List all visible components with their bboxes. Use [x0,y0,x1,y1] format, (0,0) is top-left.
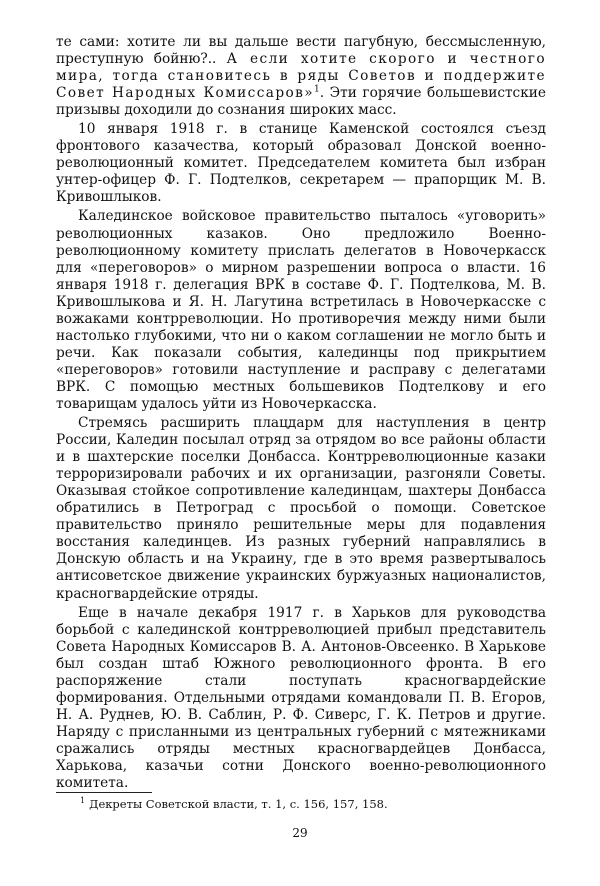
page-number: 29 [292,826,308,840]
footnote-divider [56,792,152,793]
footnote-reference[interactable]: 1 [314,84,320,95]
page-body [56,34,546,794]
footnote [80,797,546,812]
footnote-marker: 1 [80,796,86,806]
paragraph-1-text-end: . Эти горячие большевистские призывы доходили до сознания широких масс. [56,85,546,119]
footnote-text: Декреты Советской власти, т. 1, с. 156, 157, 158. [89,797,388,811]
paragraph-3: Калединское войсковое правительство пыталось «уговорить» революционных казаков. Оно предложило Военно-революционному комитету прислать делегатов в Новочеркасск для «переговоров» о мирном разрешении вопроса о власти. 16 января 1918 г. делегация ВРК в составе Ф. Г. Подтелкова, М. В. Кривошлыкова и Я. Н. Лагутина встретилась в Новочеркасске с вожаками контрреволюции. Но противоречия между ними были настолько глубокими, что ни о каком соглашении не могло быть и речи. Как показали события, калединцы под прикрытием «переговоров» готовили наступление и расправу с делегатами ВРК. С помощью местных большевиков Подтелкову и его товарищам удалось уйти из Новочеркасска. [56,208,546,412]
paragraph-1-spaced-quote: А если хотите скорого и честного мира, тогда становитесь в ряды Советов и поддержите Совет Народных Комиссаров» [56,51,546,102]
paragraph-5: Еще в начале декабря 1917 г. в Харьков для руководства борьбой с калединской контрреволюцией прибыл представитель Совета Народных Комиссаров В. А. Антонов-Овсеенко. В Харькове был создан штаб Южного революционного фронта. В его распоряжение стали поступать красногвардейские формирования. Отдельными отрядами командовали П. В. Егоров, Н. А. Руднев, Ю. В. Саблин, Р. Ф. Сиверс, Г. К. Петров и другие. Наряду с присланными из центральных губерний с мятежниками сражались отряды местных красногвардейцев Донбасса, Харькова, казачьи сотни Донского военно-революционного комитета. [56,604,546,792]
paragraph-1-text-start: те сами: хотите ли вы дальше вести пагубную, бессмысленную, преступную бойню?.. [56,34,546,68]
paragraph-4: Стремясь расширить плацдарм для наступления в центр России, Каледин посылал отряд за отрядом во все районы области и в шахтерские поселки Донбасса. Контрреволюционные казаки терроризировали рабочих и их организации, разгоняли Советы. Оказывая стойкое сопротивление калединцам, шахтеры Донбасса обратились в Петроград с просьбой о помощи. Советское правительство приняло решительные меры для подавления восстания калединцев. Из разных губерний направлялись в Донскую область и на Украину, где в это время развертывалось антисоветское движение украинских буржуазных националистов, красногвардейские отряды. [56,415,546,602]
paragraph-2: 10 января 1918 г. в станице Каменской состоялся съезд фронтового казачества, который образовал Донской военно-революционный комитет. Председателем комитета был избран унтер-офицер Ф. Г. Подтелков, секретарем — прапорщик М. В. Кривошлыков. [56,121,546,206]
paragraph-1 [56,34,546,119]
